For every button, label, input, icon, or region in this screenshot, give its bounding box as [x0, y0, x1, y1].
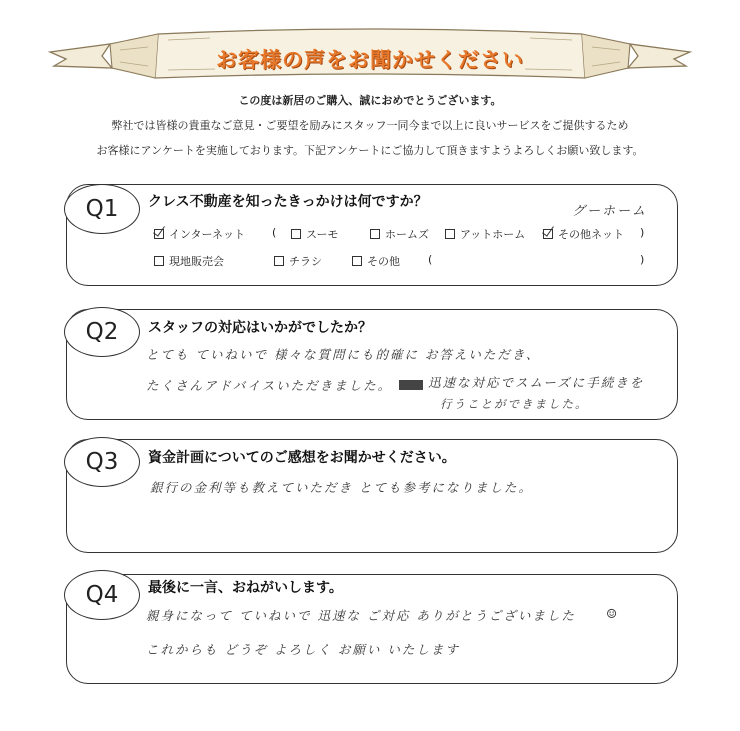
q1-option-open-house[interactable] — [154, 253, 224, 269]
open-paren: ( — [428, 253, 433, 266]
close-paren: ) — [640, 253, 645, 266]
checkbox-icon[interactable] — [445, 229, 455, 239]
intro-text-line-2: 弊社では皆様の貴重なご意見・ご要望を励みにスタッフ一同今まで以上に良いサービスをご提供するため — [111, 119, 629, 132]
q1-option-suumo[interactable] — [291, 226, 338, 242]
close-paren: ) — [640, 226, 645, 239]
option-label: その他ネット — [558, 228, 624, 241]
q1-question: クレス不動産を知ったきっかけは何ですか？ — [148, 194, 428, 210]
q1-option-athome[interactable] — [445, 226, 525, 242]
q2-badge: Q2 — [64, 307, 140, 357]
option-label: スーモ — [306, 228, 339, 241]
option-label: 現地販売会 — [169, 255, 224, 268]
checkbox-icon[interactable] — [291, 229, 301, 239]
q2-answer-line-2b: 迅速な対応でスムーズに手続きを — [428, 375, 645, 390]
q1-option-internet[interactable] — [154, 226, 245, 242]
option-label: チラシ — [289, 255, 322, 268]
intro-text-line-3: お客様にアンケートを実施しております。下記アンケートにご協力して頂きますようよろしくお願い致します。 — [96, 144, 644, 157]
q2-answer-line-2: たくさんアドバイスいただきました。 — [146, 378, 393, 393]
q2-question: スタッフの対応はいかがでしたか？ — [148, 320, 372, 336]
option-label: その他 — [367, 255, 400, 268]
checkbox-checked-icon[interactable] — [154, 229, 164, 239]
q1-option-homes[interactable] — [370, 226, 429, 242]
q2-answer-line-3: 行うことができました。 — [440, 397, 589, 411]
crossed-out-scribble — [398, 378, 424, 392]
option-label: アットホーム — [460, 228, 526, 241]
q2-answer-line-1: とても ていねいで 様々な質問にも的確に お答えいただき、 — [146, 347, 541, 362]
q4-answer-line-1: 親身になって ていねいで 迅速な ご対応 ありがとうございました — [146, 608, 576, 623]
option-label: ホームズ — [385, 228, 429, 241]
intro-greeting: この度は新居のご購入、誠におめでとうございます。 — [238, 94, 502, 107]
checkbox-icon[interactable] — [154, 256, 164, 266]
checkbox-checked-icon[interactable] — [543, 229, 553, 239]
checkbox-icon[interactable] — [352, 256, 362, 266]
q1-option-flyer[interactable] — [274, 253, 322, 269]
q1-handwritten-note: グーホーム — [572, 204, 648, 219]
q1-option-other-net[interactable] — [543, 226, 624, 242]
q1-option-other[interactable] — [352, 253, 400, 269]
open-paren: ( — [272, 226, 277, 239]
q3-question: 資金計画についてのご感想をお聞かせください。 — [148, 450, 456, 466]
smiley-icon: ☺ — [606, 606, 620, 621]
option-label: インターネット — [169, 228, 246, 241]
q4-question: 最後に一言、おねがいします。 — [148, 580, 343, 596]
q4-answer-line-2: これからも どうぞ よろしく お願い いたします — [146, 642, 460, 657]
q1-badge: Q1 — [64, 184, 140, 234]
checkbox-icon[interactable] — [370, 229, 380, 239]
checkbox-icon[interactable] — [274, 256, 284, 266]
q3-answer-line-1: 銀行の金利等も教えていただき とても参考になりました。 — [150, 480, 533, 495]
q4-badge: Q4 — [64, 570, 140, 620]
q3-badge: Q3 — [64, 437, 140, 487]
page-title: お客様の声をお聞かせください — [216, 48, 524, 72]
